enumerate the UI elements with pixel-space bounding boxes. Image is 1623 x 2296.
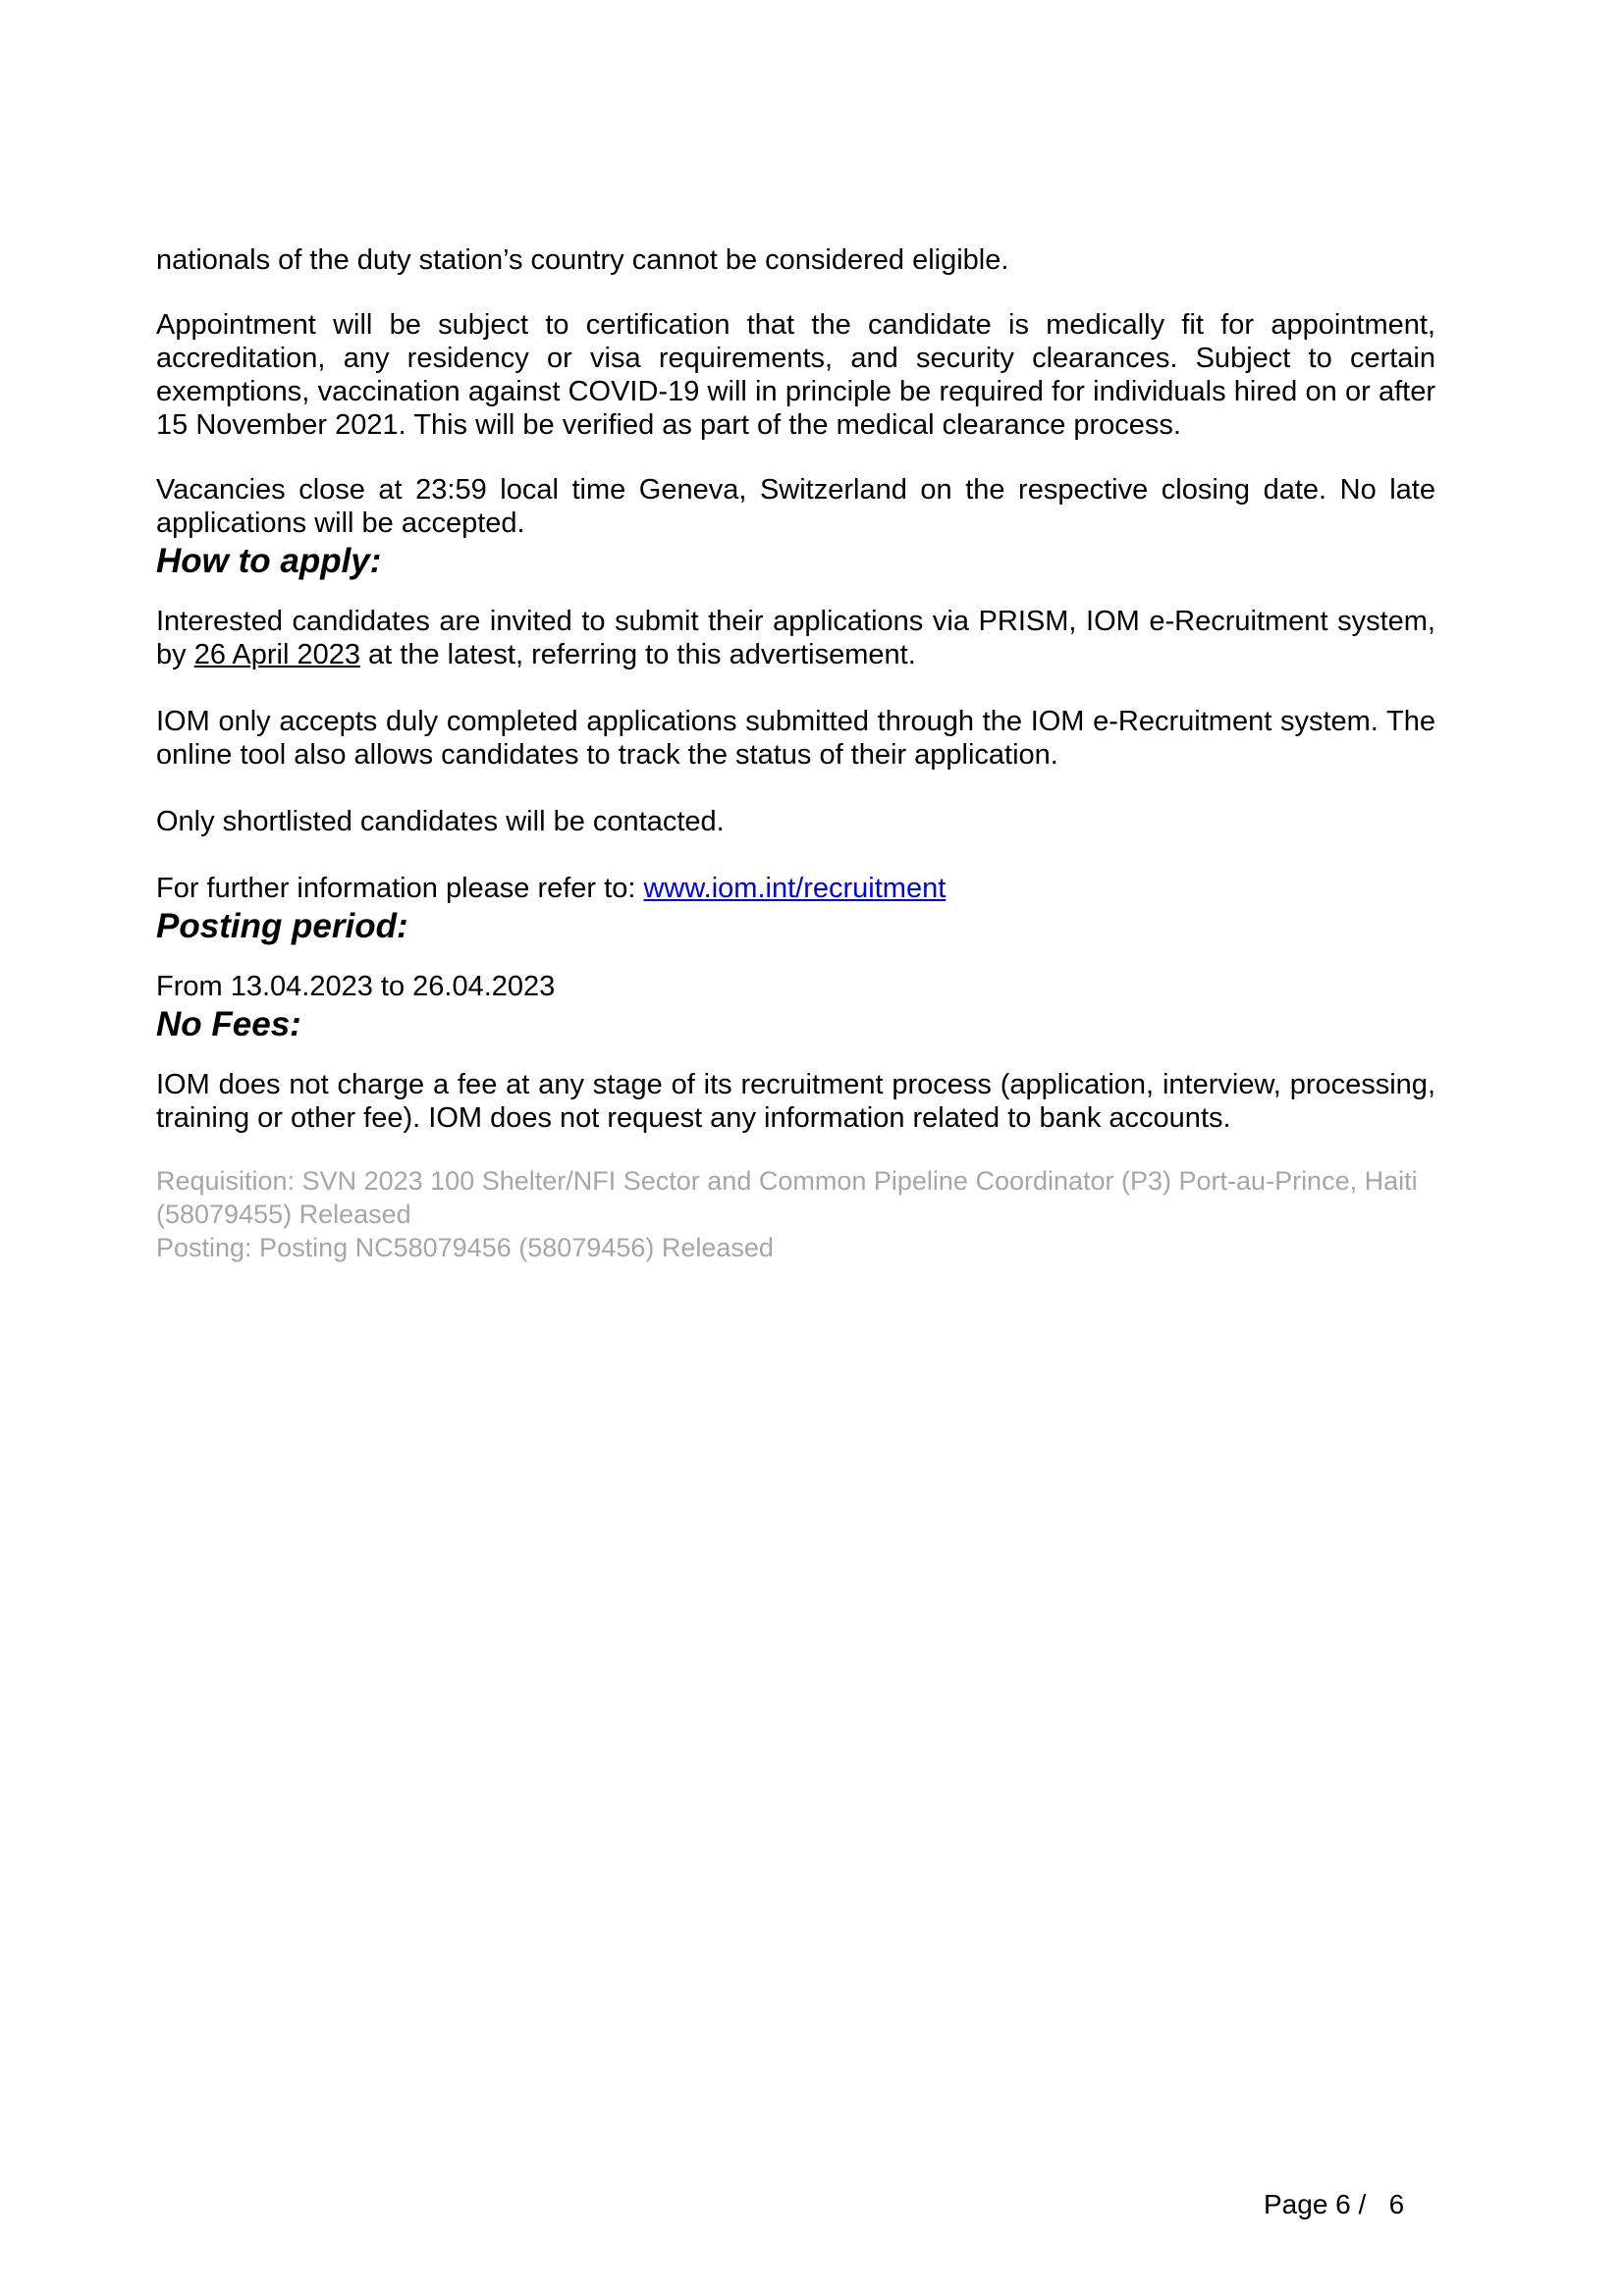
recruitment-link[interactable]: www.iom.int/recruitment [643, 873, 947, 904]
document-body [156, 243, 1435, 1264]
posting-info: Posting: Posting NC58079456 (58079456) Released [156, 1233, 774, 1262]
paragraph-shortlisted: Only shortlisted candidates will be contacted. [156, 806, 725, 837]
paragraph-apply-instructions [156, 605, 1435, 671]
paragraph-appointment: Appointment will be subject to certification that the candidate is medically fit for appointment, accreditation, any residency or visa requirements, and security clearances. Subject to certain exemptions, vaccination against COVID-19 will in principle be required for individuals hired on or after 15 November 2021. This will be verified as part of the medical clearance process. [156, 309, 1435, 441]
heading-posting-period: Posting period: [156, 907, 408, 945]
requisition-info: Requisition: SVN 2023 100 Shelter/NFI Sector and Common Pipeline Coordinator (P3) Port-au-Prince, Haiti (58079455) Released [156, 1166, 1418, 1229]
further-info-text: For further information please refer to: [156, 873, 644, 904]
paragraph-no-fees: IOM does not charge a fee at any stage of its recruitment process (application, interview, processing, training or other fee). IOM does not request any information related to bank accounts. [156, 1069, 1435, 1134]
paragraph-vacancies-close: Vacancies close at 23:59 local time Geneva, Switzerland on the respective closing date. No late applications will be accepted. [156, 474, 1435, 539]
page-number: Page 6 / 6 [1264, 2189, 1405, 2219]
heading-no-fees: No Fees: [156, 1005, 301, 1043]
posting-period-text: From 13.04.2023 to 26.04.2023 [156, 971, 556, 1002]
metadata-block [156, 1164, 1435, 1264]
paragraph-eligibility: nationals of the duty station’s country cannot be considered eligible. [156, 244, 1009, 276]
paragraph-further-info [156, 872, 1435, 905]
apply-text-before: Interested candidates are invited to submit their applications via PRISM, IOM e-Recruitment system, by [156, 606, 1435, 670]
heading-how-to-apply: How to apply: [156, 542, 382, 580]
apply-text-after: at the latest, referring to this advertisement. [360, 639, 916, 670]
paragraph-erecruitment: IOM only accepts duly completed applications submitted through the IOM e-Recruitment system. The online tool also allows candidates to track the status of their application. [156, 706, 1435, 771]
closing-date: 26 April 2023 [193, 639, 360, 670]
